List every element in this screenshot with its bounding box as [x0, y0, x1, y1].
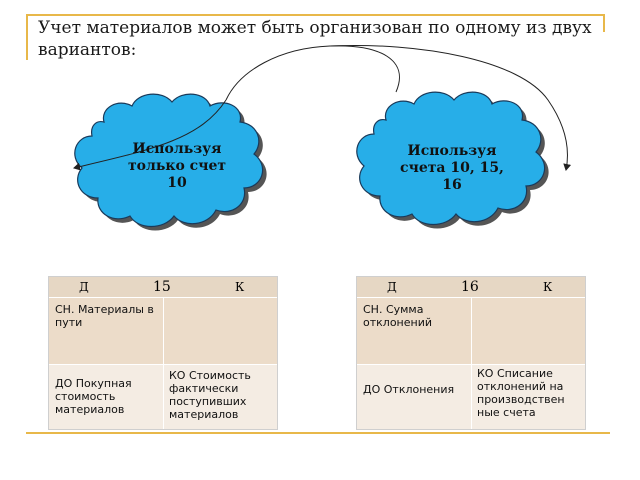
cloud-left-label: Используя только счет 10	[127, 141, 227, 191]
account-16-divider-h	[357, 364, 585, 365]
account-15-turnover-credit: КО Стоимость фактически поступивших материалов	[169, 369, 251, 421]
account-table-15	[48, 276, 278, 430]
account-15-credit-label: К	[235, 280, 245, 294]
account-15-divider-h	[49, 364, 277, 365]
account-15-opening-debit: СН. Материалы в пути	[55, 303, 154, 329]
connector-arrow-left	[226, 46, 399, 100]
cloud-right-label: Используя счета 10, 15, 16	[400, 143, 504, 193]
account-15-debit-label: Д	[79, 280, 89, 294]
account-16-header	[357, 277, 585, 298]
account-16-opening-debit: СН. Сумма отклонений	[363, 303, 432, 329]
account-16-turnover-credit: КО Списание отклонений на производствен ные счета	[477, 367, 565, 419]
account-15-number: 15	[153, 279, 171, 295]
account-16-credit-label: К	[543, 280, 553, 294]
account-16-number: 16	[461, 279, 479, 295]
account-15-turnover-debit: ДО Покупная стоимость материалов	[55, 377, 132, 416]
account-15-header	[49, 277, 277, 298]
account-table-16	[356, 276, 586, 430]
account-16-turnover-debit: ДО Отклонения	[363, 383, 455, 396]
slide-title: Учет материалов может быть организован по одному из двух вариантов:	[38, 18, 592, 60]
account-16-debit-label: Д	[387, 280, 397, 294]
